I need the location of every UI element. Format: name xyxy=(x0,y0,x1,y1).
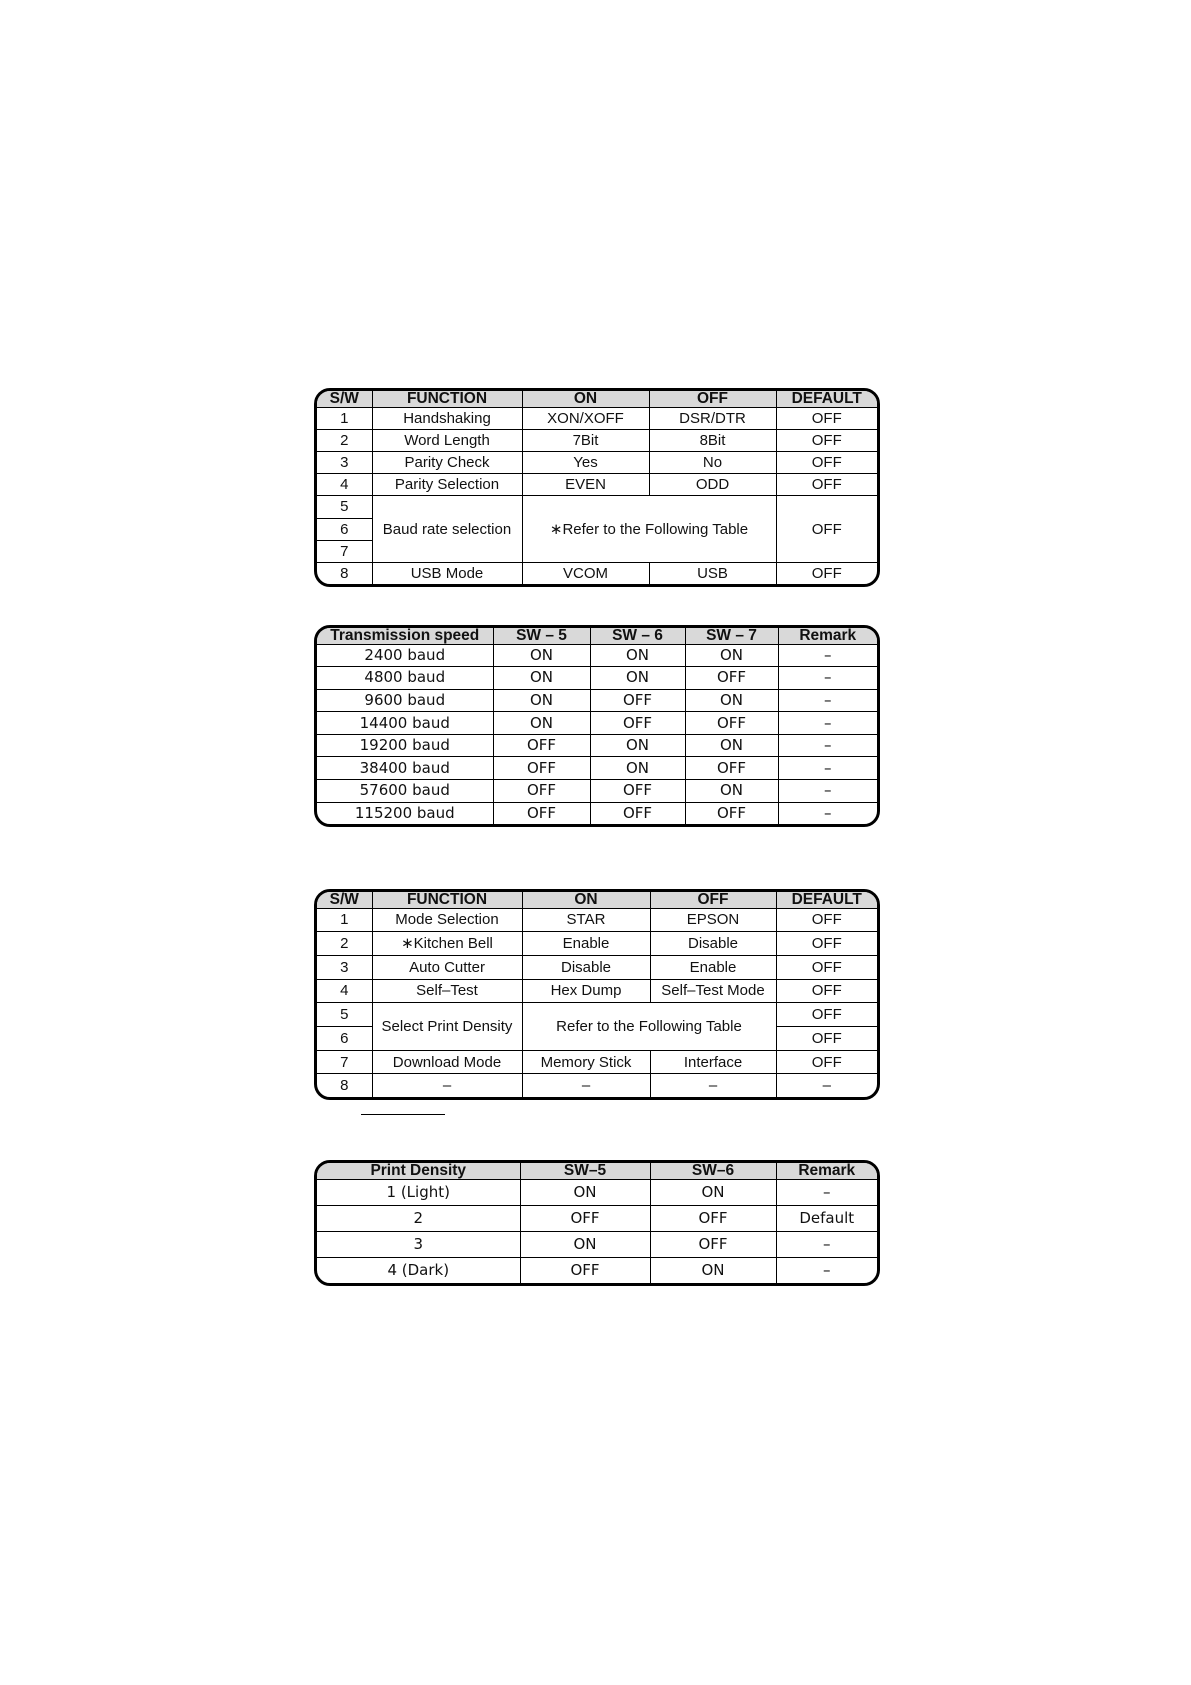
sw7-cell: OFF xyxy=(685,667,778,690)
table-row xyxy=(317,779,877,802)
sw5-cell: OFF xyxy=(493,757,590,780)
sw-cell: 5 xyxy=(317,496,372,518)
speed-cell: 57600 baud xyxy=(317,779,493,802)
function-cell: USB Mode xyxy=(372,562,522,584)
default-cell: OFF xyxy=(776,1027,877,1051)
table-row xyxy=(317,1003,877,1027)
function-cell: Mode Selection xyxy=(372,908,522,932)
dip-switch-2-table xyxy=(314,889,880,1100)
table-row xyxy=(317,474,877,496)
sw7-cell: OFF xyxy=(685,712,778,735)
off-cell: EPSON xyxy=(650,908,776,932)
remark-cell: – xyxy=(778,779,877,802)
print-density-table xyxy=(314,1160,880,1286)
column-header: ON xyxy=(522,892,650,908)
default-cell: OFF xyxy=(776,979,877,1003)
column-header: ON xyxy=(522,391,649,407)
on-cell: Disable xyxy=(522,955,650,979)
function-cell: Parity Selection xyxy=(372,474,522,496)
table-header-row xyxy=(317,1163,877,1179)
sw-cell: 5 xyxy=(317,1003,372,1027)
sw-cell: 6 xyxy=(317,518,372,540)
divider-line xyxy=(361,1114,445,1115)
table-row xyxy=(317,429,877,451)
sw5-cell: OFF xyxy=(493,779,590,802)
column-header: SW – 5 xyxy=(493,628,590,644)
remark-cell: – xyxy=(778,689,877,712)
off-cell: Self–Test Mode xyxy=(650,979,776,1003)
function-cell: Self–Test xyxy=(372,979,522,1003)
table-row xyxy=(317,802,877,824)
on-cell: EVEN xyxy=(522,474,649,496)
baud-rate-table xyxy=(314,625,880,827)
table-header-row xyxy=(317,892,877,908)
sw-cell: 4 xyxy=(317,474,372,496)
sw6-cell: OFF xyxy=(590,712,685,735)
baud-note-cell: ∗Refer to the Following Table xyxy=(522,496,776,563)
default-cell: OFF xyxy=(776,474,877,496)
off-cell: 8Bit xyxy=(649,429,776,451)
default-cell: OFF xyxy=(776,407,877,429)
off-cell: Interface xyxy=(650,1050,776,1074)
sw5-cell: OFF xyxy=(520,1258,650,1283)
sw-cell: 2 xyxy=(317,932,372,956)
on-cell: Memory Stick xyxy=(522,1050,650,1074)
default-cell: OFF xyxy=(776,1003,877,1027)
sw6-cell: ON xyxy=(590,644,685,667)
remark-cell: Default xyxy=(776,1205,877,1231)
default-cell: OFF xyxy=(776,562,877,584)
table-row xyxy=(317,1231,877,1257)
remark-cell: – xyxy=(776,1231,877,1257)
sw5-cell: ON xyxy=(520,1231,650,1257)
density-cell: 1 (Light) xyxy=(317,1179,520,1205)
column-header: SW – 7 xyxy=(685,628,778,644)
table-row xyxy=(317,908,877,932)
default-cell: OFF xyxy=(776,451,877,473)
default-cell: OFF xyxy=(776,1050,877,1074)
remark-cell: – xyxy=(778,734,877,757)
default-cell: OFF xyxy=(776,429,877,451)
on-cell: 7Bit xyxy=(522,429,649,451)
function-cell: Word Length xyxy=(372,429,522,451)
table-row xyxy=(317,1205,877,1231)
on-cell: VCOM xyxy=(522,562,649,584)
sw6-cell: OFF xyxy=(590,802,685,824)
sw-cell: 3 xyxy=(317,451,372,473)
speed-cell: 9600 baud xyxy=(317,689,493,712)
on-cell: Hex Dump xyxy=(522,979,650,1003)
sw-cell: 7 xyxy=(317,540,372,562)
column-header: Transmission speed xyxy=(317,628,493,644)
off-cell: No xyxy=(649,451,776,473)
column-header: SW – 6 xyxy=(590,628,685,644)
table-row xyxy=(317,1258,877,1283)
speed-cell: 115200 baud xyxy=(317,802,493,824)
density-note-cell: Refer to the Following Table xyxy=(522,1003,776,1050)
column-header: S/W xyxy=(317,391,372,407)
density-cell: 4 (Dark) xyxy=(317,1258,520,1283)
table-row xyxy=(317,757,877,780)
column-header: SW–6 xyxy=(650,1163,776,1179)
table-row xyxy=(317,451,877,473)
function-cell: Download Mode xyxy=(372,1050,522,1074)
sw-cell: 6 xyxy=(317,1027,372,1051)
default-cell: OFF xyxy=(776,955,877,979)
off-cell: DSR/DTR xyxy=(649,407,776,429)
sw7-cell: ON xyxy=(685,644,778,667)
sw6-cell: OFF xyxy=(650,1231,776,1257)
sw7-cell: ON xyxy=(685,734,778,757)
table-row xyxy=(317,667,877,690)
speed-cell: 2400 baud xyxy=(317,644,493,667)
table-row xyxy=(317,734,877,757)
sw5-cell: OFF xyxy=(520,1205,650,1231)
column-header: Print Density xyxy=(317,1163,520,1179)
on-cell: XON/XOFF xyxy=(522,407,649,429)
function-cell: Parity Check xyxy=(372,451,522,473)
sw6-cell: ON xyxy=(650,1179,776,1205)
sw6-cell: ON xyxy=(590,757,685,780)
on-cell: STAR xyxy=(522,908,650,932)
default-cell: OFF xyxy=(776,932,877,956)
sw6-cell: OFF xyxy=(590,779,685,802)
column-header: DEFAULT xyxy=(776,892,877,908)
sw6-cell: OFF xyxy=(590,689,685,712)
sw5-cell: OFF xyxy=(493,734,590,757)
column-header: S/W xyxy=(317,892,372,908)
table-row xyxy=(317,932,877,956)
function-cell: Select Print Density xyxy=(372,1003,522,1050)
sw6-cell: ON xyxy=(590,667,685,690)
function-cell: Handshaking xyxy=(372,407,522,429)
sw7-cell: ON xyxy=(685,779,778,802)
function-cell: Baud rate selection xyxy=(372,496,522,563)
column-header: FUNCTION xyxy=(372,892,522,908)
sw7-cell: OFF xyxy=(685,757,778,780)
sw-cell: 7 xyxy=(317,1050,372,1074)
column-header: DEFAULT xyxy=(776,391,877,407)
on-cell: Enable xyxy=(522,932,650,956)
sw6-cell: OFF xyxy=(650,1205,776,1231)
sw7-cell: OFF xyxy=(685,802,778,824)
density-cell: 2 xyxy=(317,1205,520,1231)
sw-cell: 1 xyxy=(317,908,372,932)
default-cell: – xyxy=(776,1074,877,1097)
column-header: SW–5 xyxy=(520,1163,650,1179)
table-row xyxy=(317,689,877,712)
remark-cell: – xyxy=(778,757,877,780)
table-row xyxy=(317,644,877,667)
remark-cell: – xyxy=(778,712,877,735)
table-row xyxy=(317,712,877,735)
table-row xyxy=(317,1050,877,1074)
sw5-cell: ON xyxy=(520,1179,650,1205)
on-cell: Yes xyxy=(522,451,649,473)
column-header: FUNCTION xyxy=(372,391,522,407)
table-row xyxy=(317,955,877,979)
default-cell: OFF xyxy=(776,496,877,563)
sw6-cell: ON xyxy=(590,734,685,757)
sw5-cell: ON xyxy=(493,644,590,667)
remark-cell: – xyxy=(776,1258,877,1283)
table-row xyxy=(317,979,877,1003)
off-cell: Enable xyxy=(650,955,776,979)
sw5-cell: ON xyxy=(493,712,590,735)
speed-cell: 4800 baud xyxy=(317,667,493,690)
speed-cell: 14400 baud xyxy=(317,712,493,735)
off-cell: – xyxy=(650,1074,776,1097)
table-header-row xyxy=(317,628,877,644)
off-cell: USB xyxy=(649,562,776,584)
sw-cell: 2 xyxy=(317,429,372,451)
sw-cell: 4 xyxy=(317,979,372,1003)
column-header: OFF xyxy=(650,892,776,908)
sw-cell: 8 xyxy=(317,1074,372,1097)
function-cell: Auto Cutter xyxy=(372,955,522,979)
table-row xyxy=(317,562,877,584)
sw-cell: 3 xyxy=(317,955,372,979)
remark-cell: – xyxy=(776,1179,877,1205)
table-row xyxy=(317,1074,877,1097)
sw-cell: 1 xyxy=(317,407,372,429)
speed-cell: 19200 baud xyxy=(317,734,493,757)
sw-cell: 8 xyxy=(317,562,372,584)
column-header: OFF xyxy=(649,391,776,407)
column-header: Remark xyxy=(778,628,877,644)
function-cell: – xyxy=(372,1074,522,1097)
remark-cell: – xyxy=(778,644,877,667)
dip-switch-1-table xyxy=(314,388,880,587)
sw7-cell: ON xyxy=(685,689,778,712)
column-header: Remark xyxy=(776,1163,877,1179)
sw6-cell: ON xyxy=(650,1258,776,1283)
sw5-cell: OFF xyxy=(493,802,590,824)
off-cell: Disable xyxy=(650,932,776,956)
sw5-cell: ON xyxy=(493,667,590,690)
density-cell: 3 xyxy=(317,1231,520,1257)
default-cell: OFF xyxy=(776,908,877,932)
remark-cell: – xyxy=(778,802,877,824)
sw5-cell: ON xyxy=(493,689,590,712)
on-cell: – xyxy=(522,1074,650,1097)
off-cell: ODD xyxy=(649,474,776,496)
table-header-row xyxy=(317,391,877,407)
speed-cell: 38400 baud xyxy=(317,757,493,780)
table-row xyxy=(317,496,877,518)
table-row xyxy=(317,1179,877,1205)
table-row xyxy=(317,407,877,429)
function-cell: ∗Kitchen Bell xyxy=(372,932,522,956)
remark-cell: – xyxy=(778,667,877,690)
